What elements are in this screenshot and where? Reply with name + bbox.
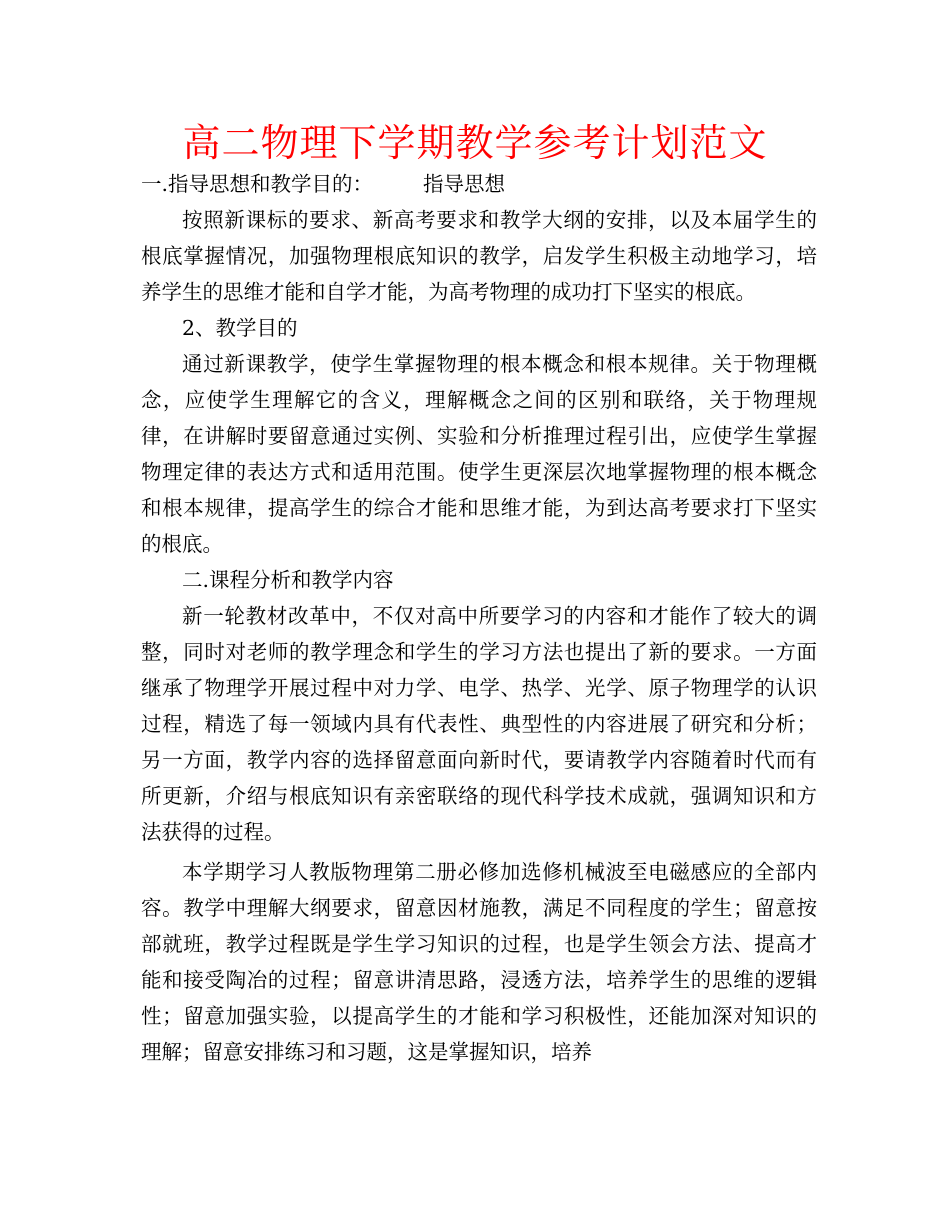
item2-heading: 2、教学目的 xyxy=(182,316,298,340)
paragraph-1: 按照新课标的要求、新高考要求和教学大纲的安排，以及本届学生的根底掌握情况，加强物理根底知识的教学，启发学生积极主动地学习，培养学生的思维才能和自学才能，为高考物理的成功打下坚实的根底。 xyxy=(141,208,817,304)
section1-subheading: 指导思想 xyxy=(423,172,506,196)
paragraph-4: 本学期学习人教版物理第二册必修加选修机械波至电磁感应的全部内容。教学中理解大纲要求，留意因材施教，满足不同程度的学生；留意按部就班，教学过程既是学生学习知识的过程，也是学生领会方法、提高才能和接受陶冶的过程；留意讲清思路，浸透方法，培养学生的思维的逻辑性；留意加强实验，以提高学生的才能和学习积极性，还能加深对知识的理解；留意安排练习和习题，这是掌握知识，培养 xyxy=(141,860,817,1064)
section1-heading-line xyxy=(141,166,817,202)
paragraph-2: 通过新课教学，使学生掌握物理的根本概念和根本规律。关于物理概念，应使学生理解它的含义，理解概念之间的区别和联络，关于物理规律，在讲解时要留意通过实例、实验和分析推理过程引出，应使学生掌握物理定律的表达方式和适用范围。使学生更深层次地掌握物理的根本概念和根本规律，提高学生的综合才能和思维才能，为到达高考要求打下坚实的根底。 xyxy=(141,352,817,556)
section1-heading: 一.指导思想和教学目的： xyxy=(141,172,374,196)
paragraph-3: 新一轮教材改革中，不仅对高中所要学习的内容和才能作了较大的调整，同时对老师的教学理念和学生的学习方法也提出了新的要求。一方面继承了物理学开展过程中对力学、电学、热学、光学、原子物理学的认识过程，精选了每一领域内具有代表性、典型性的内容进展了研究和分析；另一方面，教学内容的选择留意面向新时代，要请教学内容随着时代而有所更新，介绍与根底知识有亲密联络的现代科学技术成就，强调知识和方法获得的过程。 xyxy=(141,604,817,844)
section2-heading: 二.课程分析和教学内容 xyxy=(182,568,394,592)
document-body xyxy=(141,166,817,1070)
document-title: 高二物理下学期教学参考计划范文 xyxy=(182,121,768,165)
